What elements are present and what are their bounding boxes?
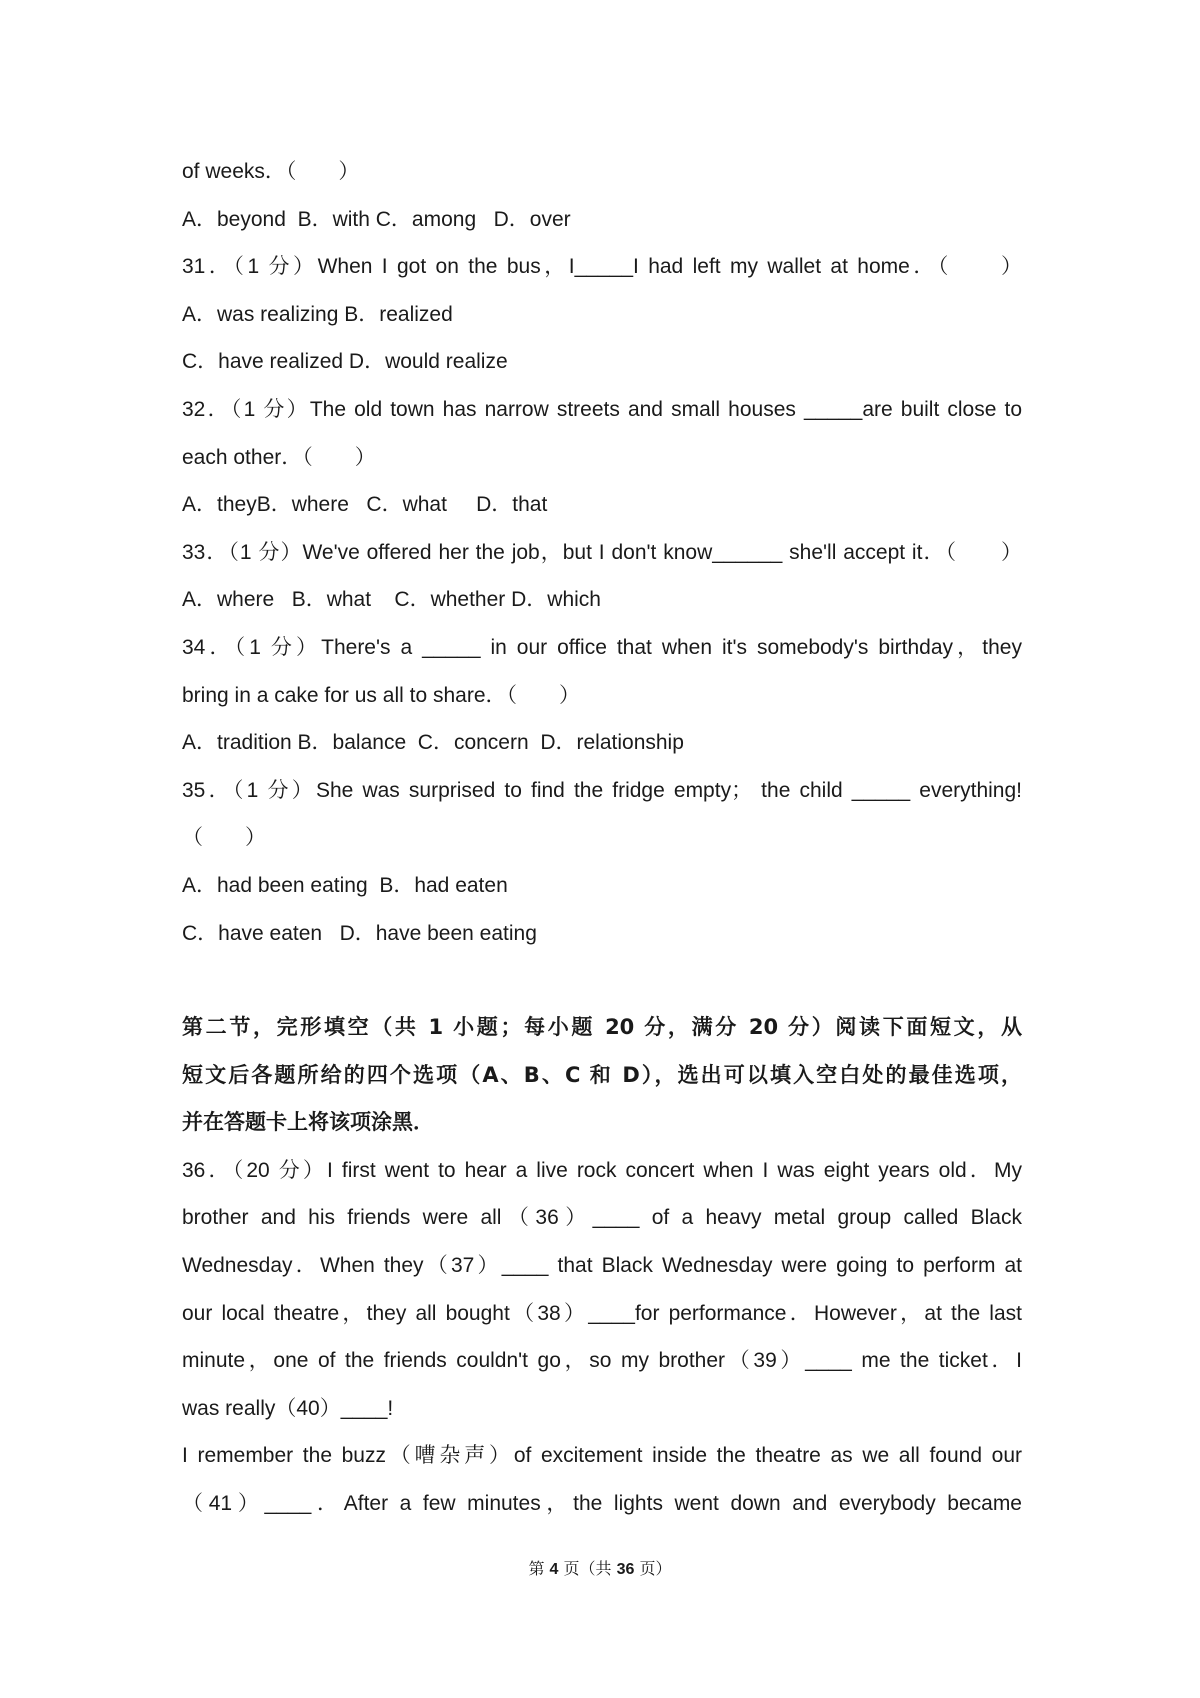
answer-options: A．tradition B．balance C．concern D．relationship [182, 731, 684, 755]
passage-line: our local theatre，they all bought（38）____for performance．However，at the last [182, 1301, 1022, 1325]
text-line: bring in a cake for us all to share．（ ） [182, 683, 580, 707]
passage-line: was really（40）____! [182, 1396, 394, 1420]
passage-line: brother and his friends were all（36）____ of a heavy metal group called Black [182, 1206, 1022, 1230]
section-spacer [182, 957, 1022, 1004]
question-31: 31．（1 分）When I got on the bus，I_____I had left my wallet at home．（ ） [182, 255, 1022, 279]
answer-options: A．was realizing B．realized [182, 302, 453, 326]
text-line: （ ） [182, 826, 266, 850]
answer-options: A．where B．what C．whether D．which [182, 588, 601, 612]
question-35: 35．（1 分）She was surprised to find the fridge empty； the child _____ everything! [182, 778, 1022, 802]
answer-options: A．had been eating B．had eaten [182, 873, 508, 897]
passage-line: minute，one of the friends couldn't go，so my brother（39）____ me the ticket．I [182, 1349, 1022, 1373]
text-line: of weeks．（ ） [182, 160, 360, 183]
section-heading [182, 1004, 1022, 1147]
section-heading-line: 第二节，完形填空（共 1 小题；每小题 20 分，满分 20 分）阅读下面短文，从 [182, 1015, 1022, 1040]
page-footer [0, 1556, 1200, 1579]
question-34: 34．（1 分）There's a _____ in our office that when it's somebody's birthday，they [182, 635, 1022, 659]
footer-suffix: 页） [634, 1559, 672, 1578]
footer-prefix: 第 [528, 1559, 550, 1578]
passage-line: 36．（20 分）I first went to hear a live rock concert when I was eight years old．My [182, 1158, 1022, 1182]
passage-line: （41）____．After a few minutes，the lights went down and everybody became [182, 1492, 1022, 1516]
question-32: 32．（1 分）The old town has narrow streets and small houses _____are built close to [182, 397, 1022, 421]
answer-options: A．theyB．where C．what D．that [182, 493, 548, 517]
passage-line: Wednesday．When they（37）____ that Black Wednesday were going to perform at [182, 1254, 1022, 1278]
answer-options: A．beyond B．with C．among D．over [182, 207, 571, 231]
section-heading-line: 短文后各题所给的四个选项（A、B、C 和 D），选出可以填入空白处的最佳选项， [182, 1062, 1022, 1087]
passage-line: I remember the buzz（嘈杂声）of excitement inside the theatre as we all found our [182, 1444, 1022, 1468]
question-33: 33．（1 分）We've offered her the job，but I don't know______ she'll accept it．（ ） [182, 540, 1022, 564]
section-heading-line: 并在答题卡上将该项涂黑． [182, 1110, 434, 1135]
page-content [182, 148, 1022, 1528]
page-number: 4 [549, 1561, 559, 1578]
answer-options: C．have eaten D．have been eating [182, 921, 537, 945]
answer-options: C．have realized D．would realize [182, 350, 508, 374]
text-line: each other．（ ） [182, 445, 376, 469]
footer-middle: 页（共 [558, 1559, 617, 1578]
page-total: 36 [616, 1561, 635, 1578]
